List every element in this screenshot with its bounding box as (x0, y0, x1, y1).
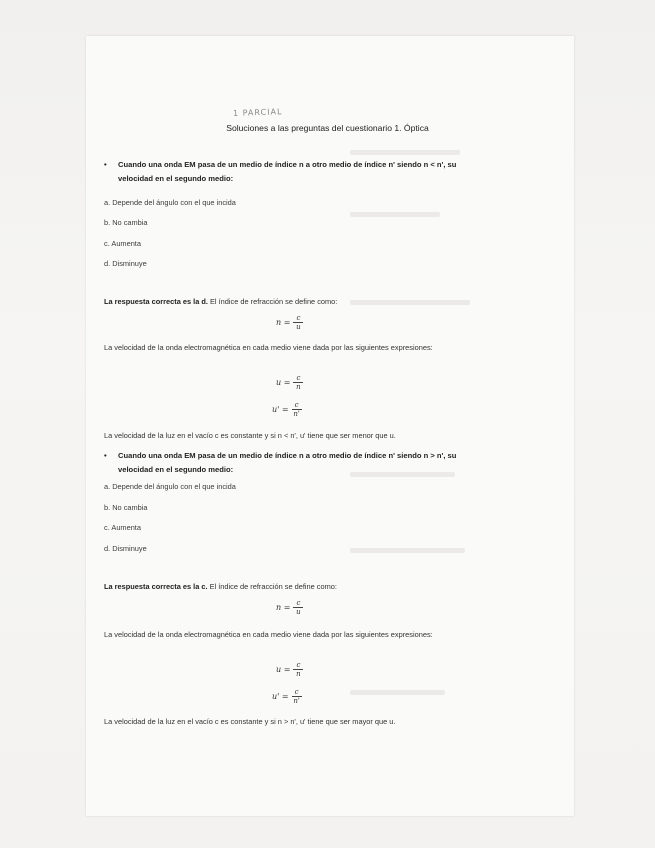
equation-n-c-over-u (276, 314, 303, 331)
answer-1-bold: La respuesta correcta es la d. (104, 297, 208, 306)
fraction-numerator: c (296, 314, 301, 322)
bleed-through-mark (350, 300, 470, 305)
option-a: a. Depende del ángulo con el que incida (104, 198, 236, 207)
eq-lhs: u (276, 665, 282, 674)
eq-equals: = (283, 665, 291, 674)
eq-lhs: u (276, 378, 282, 387)
option-c: c. Aumenta (104, 523, 141, 532)
eq-equals: = (283, 318, 291, 327)
option-a: a. Depende del ángulo con el que incida (104, 482, 236, 491)
equation-uprime-c-over-nprime (272, 688, 302, 705)
option-b: b. No cambia (104, 503, 148, 512)
fraction-numerator: c (294, 688, 299, 696)
fraction (292, 401, 302, 418)
fraction-denominator: n (296, 670, 301, 678)
fraction-denominator: n (296, 383, 301, 391)
eq-lhs: n (276, 603, 282, 612)
fraction-denominator: u (296, 323, 301, 331)
answer-1-rest: El índice de refracción se define como: (207, 297, 338, 306)
eq-lhs: n (276, 318, 282, 327)
answer-2 (104, 582, 337, 591)
answer-1 (104, 297, 337, 306)
fraction (293, 661, 303, 678)
question-1-text: Cuando una onda EM pasa de un medio de índice n a otro medio de índice n' siendo n < n', su velocidad en el segundo medio: (118, 160, 457, 183)
question-2-text: Cuando una onda EM pasa de un medio de índice n a otro medio de índice n' siendo n > n', su velocidad en el segundo medio: (118, 451, 457, 474)
conclusion-2: La velocidad de la luz en el vacío c es constante y si n > n', u' tiene que ser mayor que u. (104, 717, 396, 726)
equation-u-c-over-n (276, 374, 303, 391)
fraction-numerator: c (296, 599, 301, 607)
equation-uprime-c-over-nprime (272, 401, 302, 418)
bleed-through-mark (350, 212, 440, 217)
option-d: d. Disminuye (104, 259, 147, 268)
eq-equals: = (281, 405, 289, 414)
bullet-icon: • (104, 451, 107, 460)
page-title: Soluciones a las preguntas del cuestionario 1. Óptica (226, 123, 429, 133)
answer-2-rest: El índice de refracción se define como: (207, 582, 337, 591)
bleed-through-mark (350, 690, 445, 695)
equation-n-c-over-u (276, 599, 303, 616)
bleed-through-mark (350, 548, 465, 553)
eq-equals: = (283, 378, 291, 387)
paper-sheet (86, 36, 574, 816)
explanation-1: La velocidad de la onda electromagnética en cada medio viene dada por las siguientes expresiones: (104, 343, 433, 352)
eq-equals: = (283, 603, 291, 612)
conclusion-1: La velocidad de la luz en el vacío c es constante y si n < n', u' tiene que ser menor que u. (104, 431, 396, 440)
fraction-numerator: c (294, 401, 299, 409)
answer-2-bold: La respuesta correcta es la c. (104, 582, 208, 591)
option-c: c. Aumenta (104, 239, 141, 248)
option-b: b. No cambia (104, 218, 148, 227)
equation-u-c-over-n (276, 661, 303, 678)
fraction (292, 688, 302, 705)
fraction-denominator: n' (293, 697, 300, 705)
fraction (293, 374, 303, 391)
fraction-numerator: c (296, 661, 301, 669)
eq-equals: = (281, 692, 289, 701)
fraction-denominator: n' (293, 410, 300, 418)
fraction (293, 314, 303, 331)
option-d: d. Disminuye (104, 544, 147, 553)
eq-lhs: u' (272, 692, 280, 701)
bullet-icon: • (104, 160, 107, 169)
fraction-numerator: c (296, 374, 301, 382)
eq-lhs: u' (272, 405, 280, 414)
fraction (293, 599, 303, 616)
handwritten-note: 1 PARCIAL (232, 107, 283, 118)
bleed-through-mark (350, 150, 460, 155)
explanation-2: La velocidad de la onda electromagnética en cada medio viene dada por las siguientes expresiones: (104, 630, 433, 639)
fraction-denominator: u (296, 608, 301, 616)
